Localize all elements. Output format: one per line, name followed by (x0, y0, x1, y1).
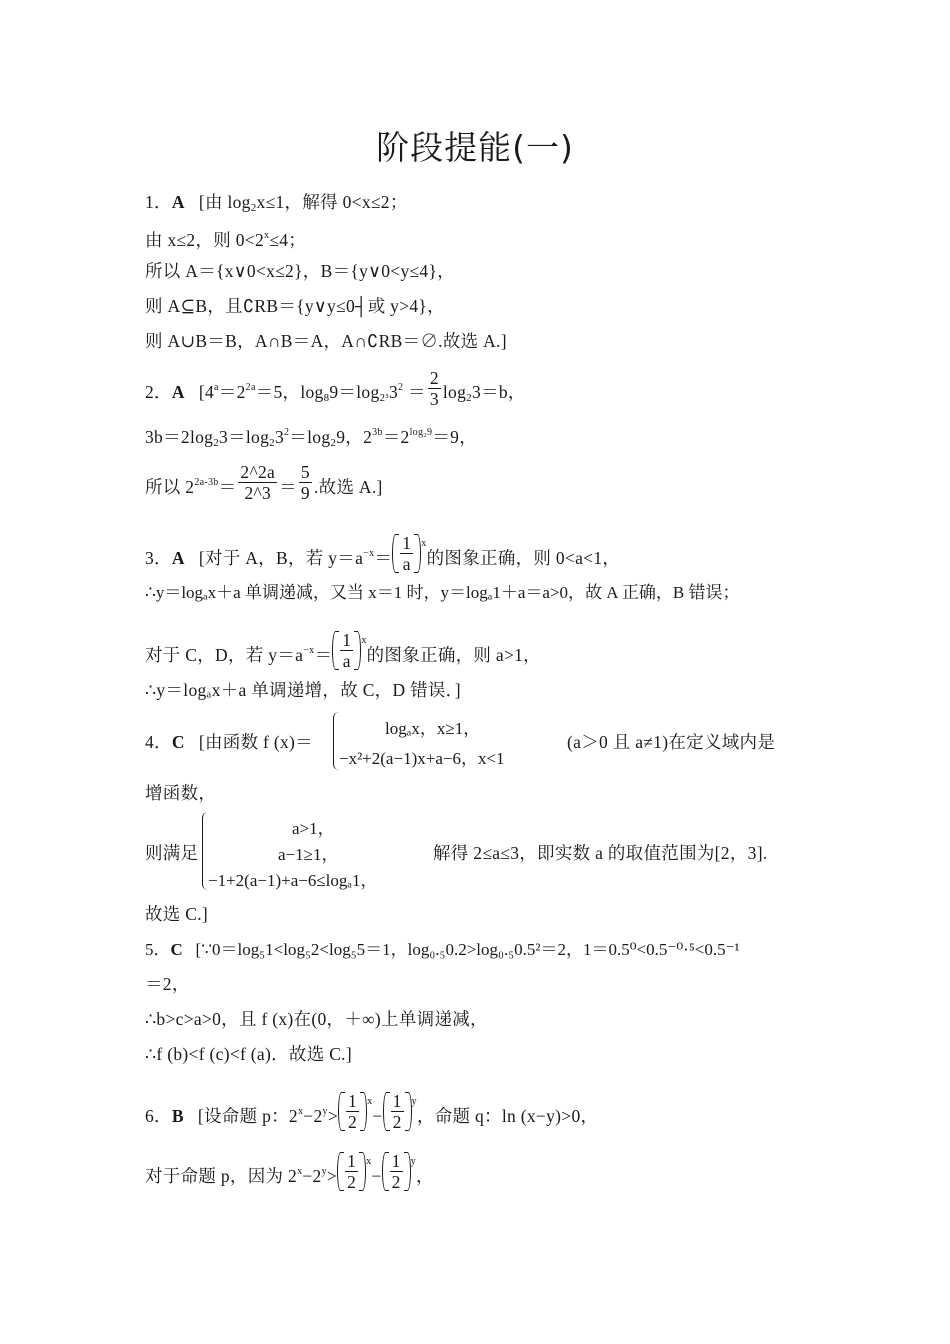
q2-text: ＝ (218, 477, 237, 497)
q2-text: 9，2 (336, 427, 373, 447)
fraction-denominator: 2^3 (244, 483, 272, 504)
fraction-numerator: 1 (392, 1091, 402, 1112)
q3-text: 的图象正确，则 0<a<1， (426, 548, 621, 568)
q3-text: [对于 A，B，若 y＝a (198, 548, 364, 568)
fraction-denominator: 3 (429, 389, 439, 410)
q4-answer: C (171, 732, 185, 752)
q3-sup: x (361, 635, 367, 646)
q6-number: 6． (145, 1106, 172, 1126)
q6-paren-fraction (338, 1091, 367, 1132)
q3-text: 对于 C，D，若 y＝a (145, 645, 304, 665)
q2-answer: A (171, 382, 185, 402)
q3-paren-fraction (332, 630, 361, 671)
q6-paren-fraction (383, 1091, 412, 1132)
q1-text: [由 log (198, 192, 251, 212)
fraction-denominator: 2 (347, 1172, 357, 1193)
q2-text: ＝9， (432, 427, 478, 447)
fraction-denominator: 2 (392, 1112, 402, 1133)
q2-number: 2． (145, 382, 172, 402)
q6-paren-fraction (337, 1151, 366, 1192)
q3-line-3 (145, 629, 815, 671)
fraction-numerator: 5 (300, 462, 310, 483)
q4-number: 4． (145, 732, 172, 752)
q6-sup: x (297, 1106, 304, 1117)
q2-sup: 3b (372, 427, 383, 438)
q5-line-1 (145, 938, 815, 962)
q4-case-2: −x²+2(a−1)x+a−6，x<1 (339, 749, 505, 768)
q6-sup: y (411, 1096, 417, 1107)
fraction-denominator: a (342, 651, 351, 672)
q6-text: ，命题 q：ln (x−y)>0， (416, 1106, 599, 1126)
q2-text: 所以 2 (145, 477, 195, 497)
q4-cond-2: a−1≥1， (278, 845, 339, 864)
q4-line-4: 故选 C.] (145, 904, 209, 924)
q5-answer: C (170, 940, 183, 959)
q6-text: [设命题 p：2 (197, 1106, 298, 1126)
q4-piecewise (333, 712, 563, 770)
q2-text: 3 (274, 427, 285, 447)
q2-sub: 2 (330, 437, 337, 449)
q6-line-2 (145, 1150, 815, 1192)
q1-line-4: 则 A⊆B，且∁RB＝{y∨y≤0┤或 y>4}， (145, 296, 445, 316)
q6-text: −2 (303, 1106, 323, 1126)
q2-text: ＝5，log (255, 382, 324, 402)
q5-line-2: ＝2， (145, 974, 190, 994)
fraction-denominator: a (402, 554, 411, 575)
q1-sup: x (264, 230, 270, 241)
q1-line-1 (145, 190, 815, 220)
q6-fraction (390, 1151, 403, 1192)
q3-answer: A (171, 548, 185, 568)
q2-line-1 (145, 368, 815, 410)
q2-sub: 2 (466, 392, 472, 404)
fraction-numerator: 1 (347, 1151, 357, 1172)
q4-conditions (202, 812, 427, 890)
page-title: 阶段提能(一) (376, 128, 574, 167)
q5-line-4: ∴f (b)<f (c)<f (a)．故选 C.] (145, 1044, 352, 1064)
q3-sup: −x (303, 645, 315, 656)
q3-line-2: ∴y＝logₐx＋a 单调递减，又当 x＝1 时，y＝logₐ1＋a＝a>0，故 A 正确，B 错误； (145, 583, 740, 602)
q4-case-1: logₐx，x≥1， (385, 719, 481, 738)
fraction-denominator: 2 (348, 1112, 358, 1133)
q6-answer: B (171, 1106, 184, 1126)
q6-sup: x (367, 1096, 373, 1107)
q3-text: ＝ (314, 645, 333, 665)
q2-line-2 (145, 421, 815, 455)
q2-text: 3 (388, 382, 399, 402)
q2-fraction (428, 368, 441, 409)
q3-sup: −x (363, 548, 375, 559)
q6-text: ， (416, 1166, 434, 1186)
q1-text: ≤4； (269, 230, 307, 250)
q4-cond-3: −1+2(a−1)+a−6≤logₐ1， (208, 871, 378, 890)
q2-text: 3＝log (219, 427, 270, 447)
q6-text: > (326, 1166, 338, 1186)
q6-sup: y (321, 1166, 327, 1177)
q4-cond-1: a>1， (292, 819, 335, 838)
q4-line-2: 增函数， (145, 783, 217, 803)
q6-sup: x (366, 1156, 372, 1167)
q3-line-1 (145, 532, 815, 574)
q2-sub: 2 (213, 437, 220, 449)
q6-text: − (372, 1106, 383, 1126)
q2-fraction-5-9 (299, 462, 312, 503)
fraction-numerator: 1 (348, 1091, 358, 1112)
q1-line-3: 所以 A＝{x∨0<x≤2}，B＝{y∨0<y≤4}， (145, 261, 455, 281)
q3-fraction (340, 630, 353, 671)
q2-text: [4 (198, 382, 215, 402)
q2-text: 3b＝2log (145, 427, 214, 447)
q6-sup: y (322, 1106, 328, 1117)
q1-answer: A (171, 192, 185, 212)
q1-number: 1． (145, 192, 172, 212)
q3-text: 的图象正确，则 a>1， (366, 645, 541, 665)
q2-sup: 2a-3b (194, 477, 219, 488)
fraction-numerator: 1 (342, 630, 352, 651)
q2-text: ＝ (408, 382, 426, 402)
q2-text: ＝2 (382, 427, 410, 447)
q4-line-1-tail: (a＞0 且 a≠1)在定义域内是 (567, 732, 776, 752)
q2-text: ＝ (279, 477, 297, 497)
fraction-numerator: 1 (391, 1151, 401, 1172)
q2-line-3 (145, 462, 815, 504)
q5-text: [∵0＝log₅1<log₅2<log₅5＝1，log₀.₅0.2>log₀.₅0.5²＝2，1＝0.5⁰<0.5⁻⁰·⁵<0.5⁻¹ (195, 940, 740, 959)
q2-sup: log₂9 (409, 427, 433, 438)
q2-text: ＝2 (218, 382, 246, 402)
fraction-numerator: 2 (429, 368, 439, 389)
q1-sub: 2 (250, 202, 257, 214)
q6-fraction (346, 1091, 359, 1132)
q4-text: [由函数 f (x)＝ (198, 732, 313, 752)
q2-sup: 2a (245, 382, 256, 393)
q2-text: .故选 A.] (313, 477, 383, 497)
q6-sup: y (410, 1156, 417, 1167)
q6-text: − (371, 1166, 382, 1186)
q2-text: log (442, 382, 467, 402)
q3-paren-fraction (392, 533, 421, 574)
q3-fraction (400, 533, 413, 574)
q5-number: 5． (145, 940, 171, 959)
q2-text: 3＝b， (471, 382, 526, 402)
q2-sub: 2³ (379, 392, 389, 404)
q5-line-3: ∴b>c>a>0，且 f (x)在(0，＋∞)上单调递减， (145, 1009, 488, 1029)
fraction-denominator: 9 (300, 483, 310, 504)
q2-sub: 8 (323, 392, 330, 404)
q6-fraction (345, 1151, 358, 1192)
q6-paren-fraction (382, 1151, 411, 1192)
q4-line-3-label: 则满足 (145, 843, 199, 863)
q6-text: > (327, 1106, 339, 1126)
q4-line-3-tail: 解得 2≤a≤3，即实数 a 的取值范围为[2，3]. (433, 843, 768, 863)
q1-text: 由 x≤2，则 0<2 (145, 230, 265, 250)
q6-sup: x (297, 1166, 303, 1177)
q6-text: 对于命题 p，因为 2 (145, 1166, 298, 1186)
q3-sup: x (421, 538, 427, 549)
q2-sup: a (214, 382, 219, 393)
q1-text: x≤1，解得 0<x≤2； (256, 192, 408, 212)
fraction-numerator: 1 (402, 533, 412, 554)
q2-text: 9＝log (329, 382, 380, 402)
q3-line-4: ∴y＝logₐx＋a 单调递增，故 C，D 错误．] (145, 680, 461, 700)
q3-number: 3． (145, 548, 172, 568)
q6-text: −2 (302, 1166, 322, 1186)
q2-sup: 2 (398, 382, 404, 393)
q1-line-2 (145, 224, 815, 252)
fraction-numerator: 2^2a (240, 462, 276, 483)
q2-fraction-powers (238, 462, 277, 503)
q2-text: ＝log (289, 427, 331, 447)
q3-text: ＝ (374, 548, 393, 568)
q2-sup: 2 (284, 427, 290, 438)
q6-fraction (391, 1091, 404, 1132)
q2-sub: 2 (269, 437, 275, 449)
q1-line-5: 则 A∪B＝B，A∩B＝A，A∩∁RB＝∅.故选 A.] (145, 331, 507, 351)
q6-line-1 (145, 1090, 815, 1132)
fraction-denominator: 2 (391, 1172, 401, 1193)
